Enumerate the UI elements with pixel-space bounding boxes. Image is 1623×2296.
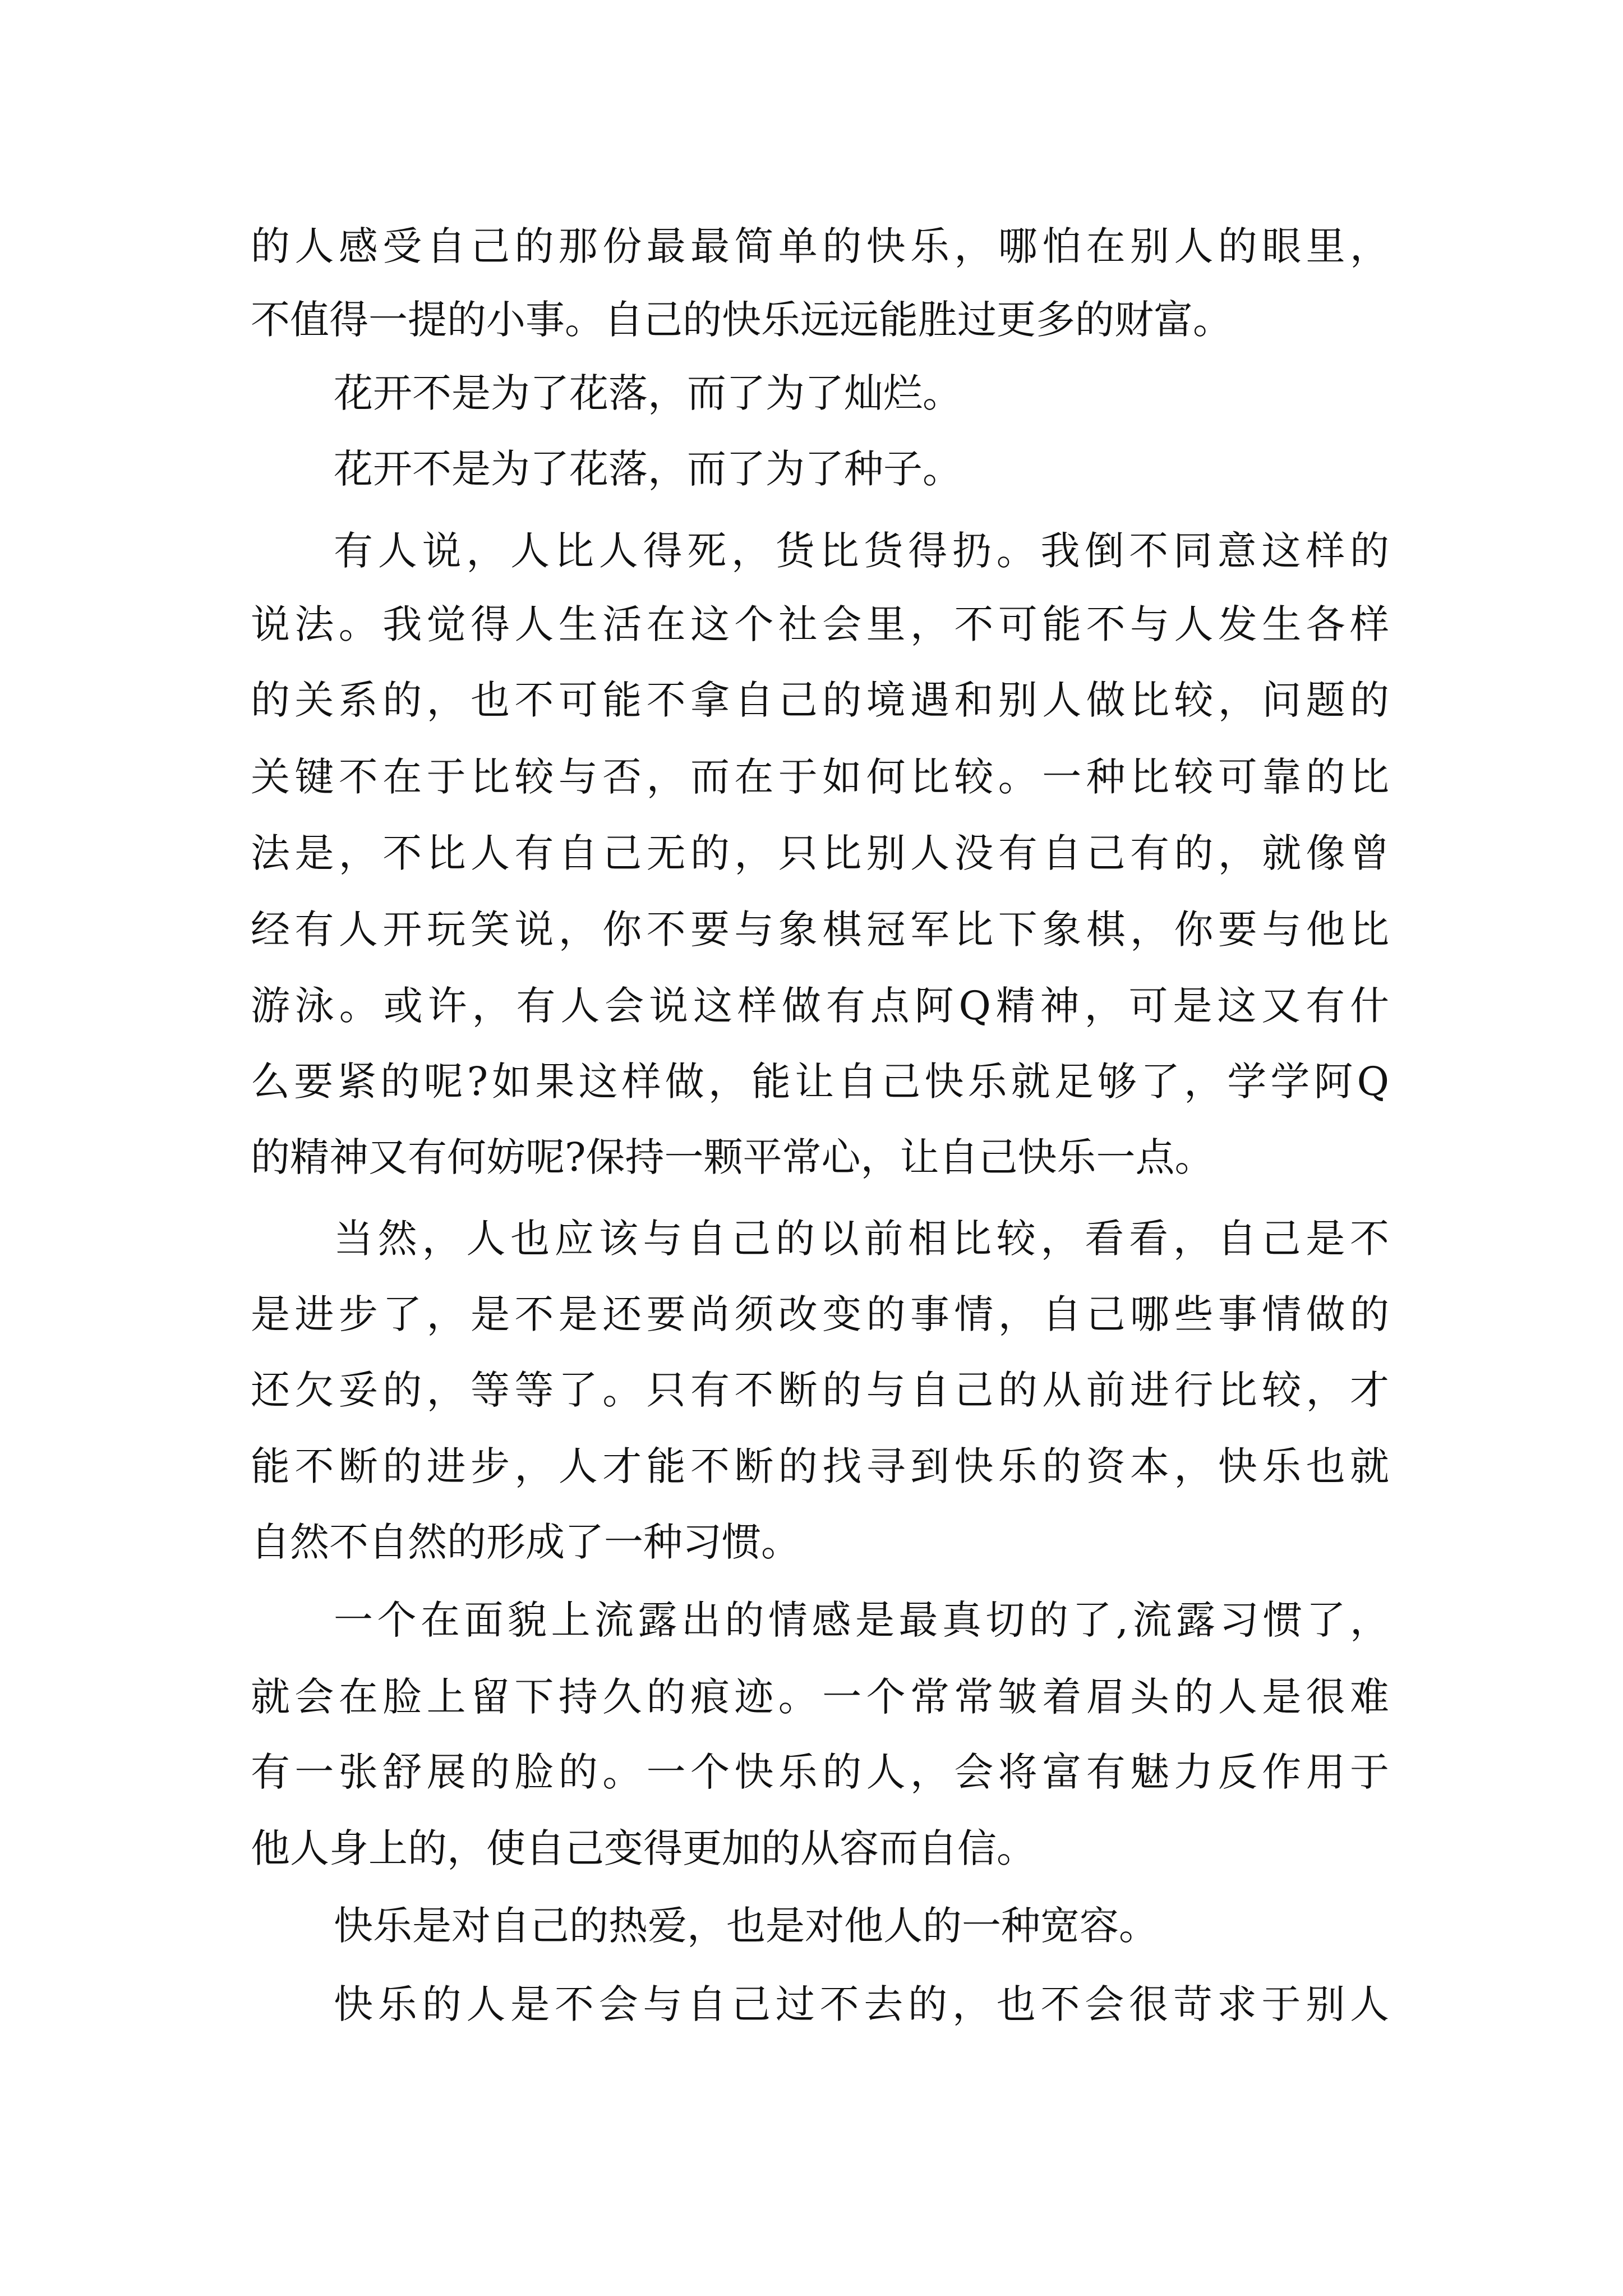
text-line: 还欠妥的，等等了。只有不断的与自己的从前进行比较，才 [251, 1367, 1389, 1413]
text-line: 就会在脸上留下持久的痕迹。一个常常皱着眉头的人是很难 [251, 1674, 1389, 1720]
text-line: 的人感受自己的那份最最简单的快乐，哪怕在别人的眼里， [251, 223, 1389, 269]
text-line: 花开不是为了花落，而了为了灿烂。 [334, 370, 962, 416]
text-line: 游泳。或许，有人会说这样做有点阿Q精神，可是这又有什 [251, 983, 1389, 1029]
text-line: 法是，不比人有自己无的，只比别人没有自己有的，就像曾 [251, 830, 1389, 876]
text-line: 快乐是对自己的热爱，也是对他人的一种宽容。 [334, 1903, 1158, 1949]
text-line: 经有人开玩笑说，你不要与象棋冠军比下象棋，你要与他比 [251, 907, 1389, 953]
text-line: 关键不在于比较与否，而在于如何比较。一种比较可靠的比 [251, 754, 1389, 800]
text-line: 快乐的人是不会与自己过不去的，也不会很苛求于别人 [334, 1981, 1389, 2027]
text-line: 有人说，人比人得死，货比货得扔。我倒不同意这样的 [334, 528, 1389, 574]
text-line: 说法。我觉得人生活在这个社会里，不可能不与人发生各样 [251, 601, 1389, 647]
text-line: 一个在面貌上流露出的情感是最真切的了,流露习惯了， [334, 1597, 1389, 1643]
text-line: 的关系的，也不可能不拿自己的境遇和别人做比较，问题的 [251, 677, 1389, 723]
text-line: 他人身上的，使自己变得更加的从容而自信。 [251, 1825, 1036, 1871]
text-line: 的精神又有何妨呢?保持一颗平常心，让自己快乐一点。 [251, 1134, 1214, 1180]
text-line: 能不断的进步，人才能不断的找寻到快乐的资本，快乐也就 [251, 1443, 1389, 1489]
text-line: 当然，人也应该与自己的以前相比较，看看，自己是不 [334, 1216, 1389, 1262]
text-line: 么要紧的呢?如果这样做，能让自己快乐就足够了，学学阿Q [251, 1059, 1389, 1105]
text-line: 是进步了，是不是还要尚须改变的事情，自己哪些事情做的 [251, 1291, 1389, 1337]
text-line: 自然不自然的形成了一种习惯。 [251, 1519, 800, 1565]
text-line: 花开不是为了花落，而了为了种子。 [334, 446, 962, 492]
text-line: 有一张舒展的脸的。一个快乐的人，会将富有魅力反作用于 [251, 1749, 1389, 1795]
text-line: 不值得一提的小事。自己的快乐远远能胜过更多的财富。 [251, 297, 1232, 343]
